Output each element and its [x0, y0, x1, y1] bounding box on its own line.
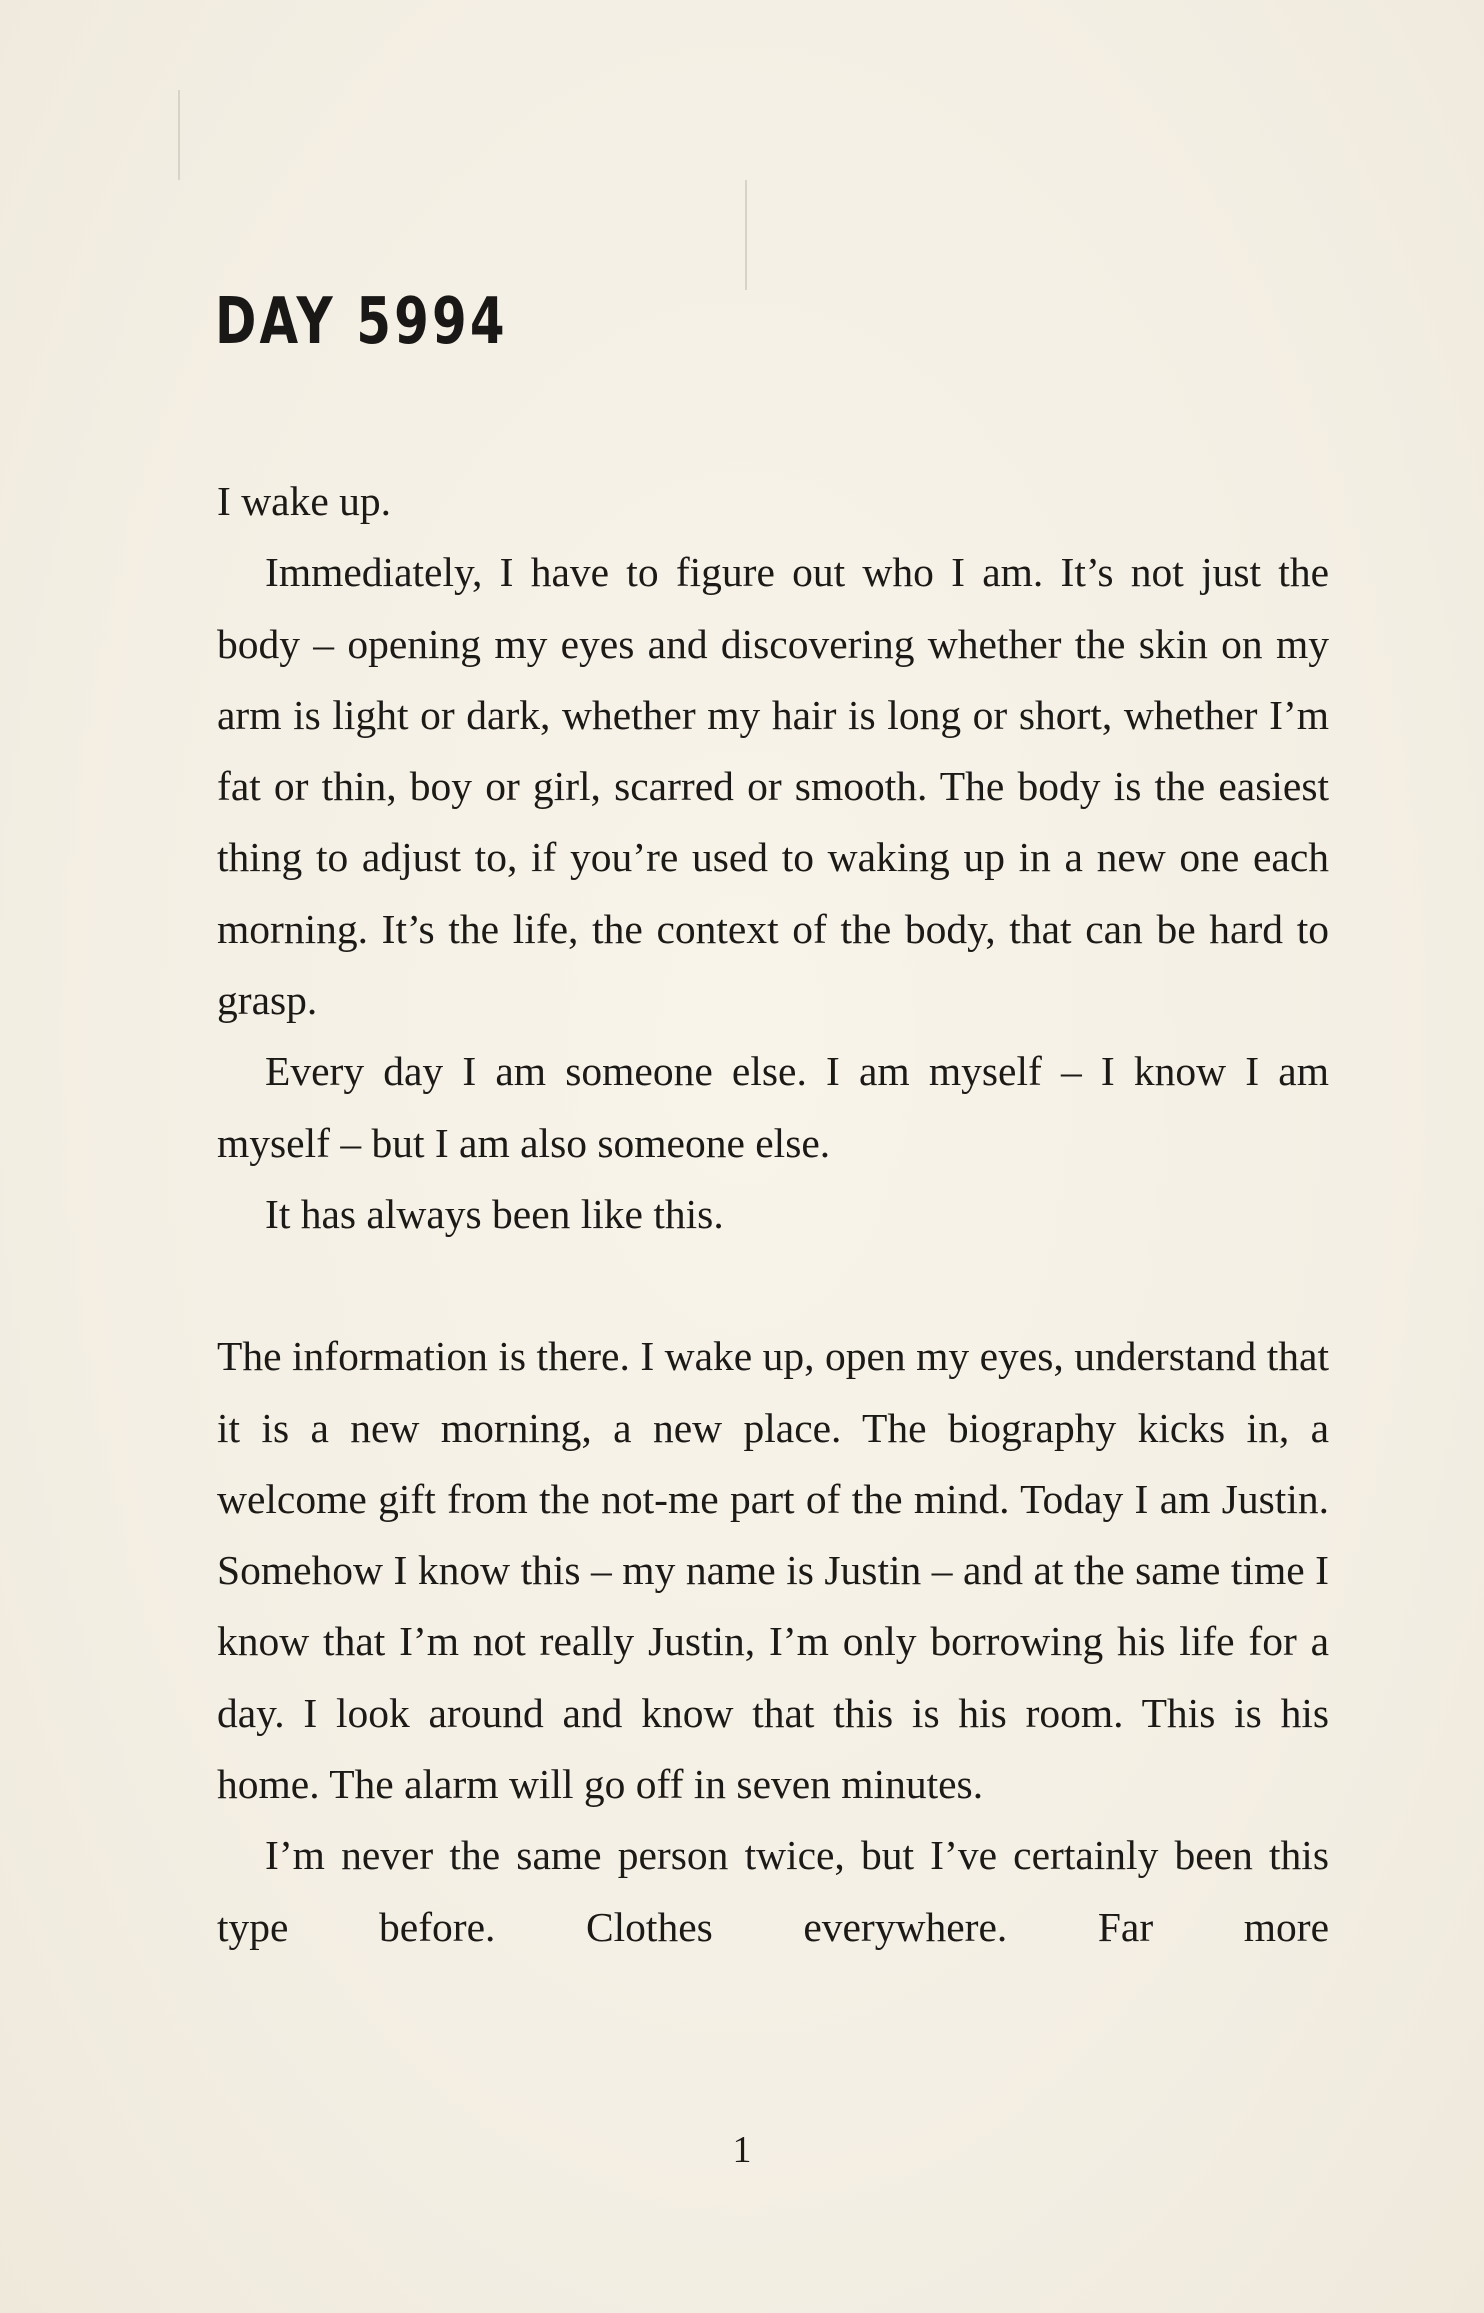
chapter-title: DAY 5994 [215, 285, 508, 359]
page-crease-mark [745, 180, 747, 290]
section-break [217, 1250, 1329, 1321]
paragraph: It has always been like this. [265, 1190, 724, 1237]
paragraph: Every day I am someone else. I am myself – I know I am myself – but I am also someone else. [217, 1048, 1329, 1166]
paragraph: Immediately, I have to figure out who I am. It’s not just the body – opening my eyes and discovering whether the skin on my arm is light or dark, whether my hair is long or short, whether I’m fat or thin, boy or girl, scarred or smooth. The body is the easiest thing to adjust to, if you’re used to waking up in a new one each morning. It’s the life, the context of the body, that can be hard to grasp. [217, 549, 1329, 1024]
paragraph: I’m never the same person twice, but I’ve certainly been this type before. Clothes everywhere. Far more [217, 1832, 1329, 1950]
page-number: 1 [732, 2129, 752, 2171]
paragraph: I wake up. [217, 478, 392, 524]
body-text [217, 466, 1329, 1963]
page-crease-mark [178, 90, 180, 180]
paragraph: The information is there. I wake up, open my eyes, understand that it is a new morning, a new place. The biography kicks in, a welcome gift from the not-me part of the mind. Today I am Justin. Somehow I know this – my name is Justin – and at the same time I know that I’m not really Justin, I’m only borrowing his life for a day. I look around and know that this is his room. This is his home. The alarm will go off in seven minutes. [217, 1333, 1329, 1808]
